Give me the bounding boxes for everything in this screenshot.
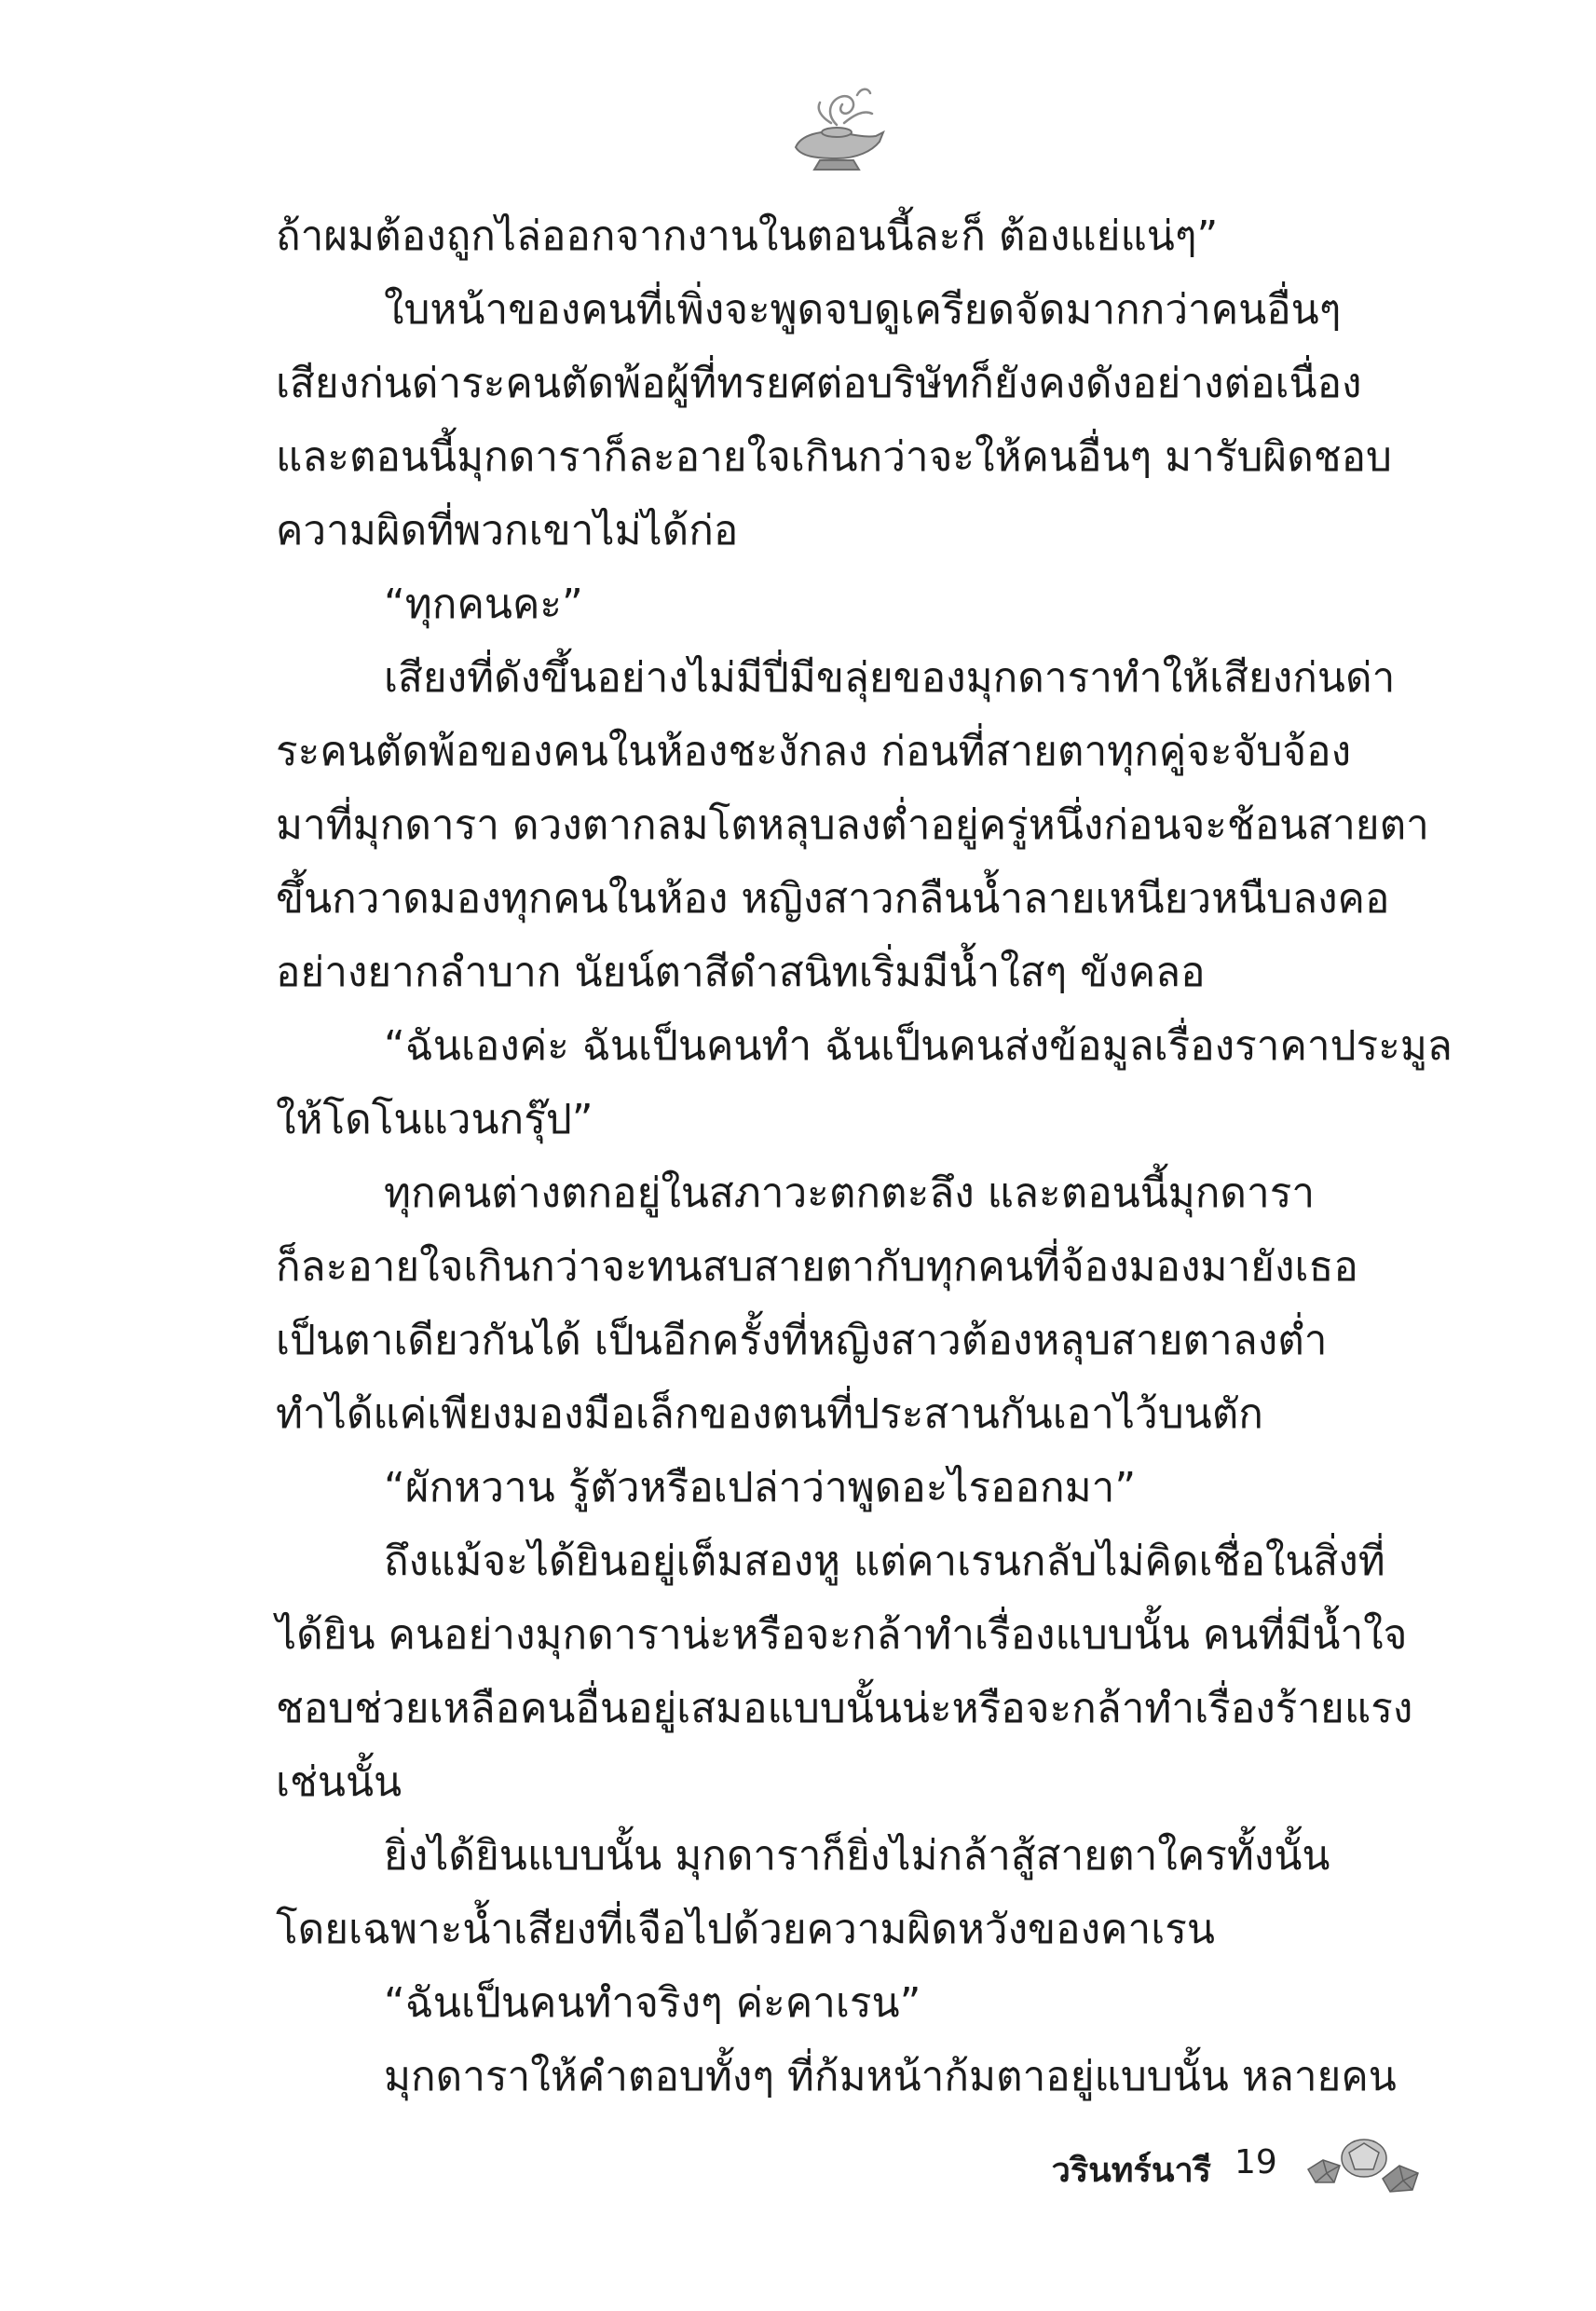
- text-line: ทำได้แค่เพียงมองมือเล็กของตนที่ประสานกันเอาไว้บนตัก: [276, 1390, 1263, 1438]
- text-line: มุกดาราให้คำตอบทั้งๆ ที่ก้มหน้าก้มตาอยู่แบบนั้น หลายคน: [384, 2053, 1397, 2100]
- text-line: ถึงแม้จะได้ยินอยู่เต็มสองหู แต่คาเรนกลับไม่คิดเชื่อในสิ่งที่: [384, 1538, 1385, 1585]
- text-line: ให้โดโนแวนกรุ๊ป”: [276, 1096, 593, 1143]
- text-line: “ฉันเองค่ะ ฉันเป็นคนทำ ฉันเป็นคนส่งข้อมูลเรื่องราคาประมูล: [384, 1022, 1453, 1070]
- text-line: ระคนตัดพ้อของคนในห้องชะงักลง ก่อนที่สายตาทุกคู่จะจับจ้อง: [276, 728, 1352, 775]
- magic-lamp-icon: [779, 76, 891, 179]
- body-text: [276, 199, 1453, 2113]
- text-line: และตอนนี้มุกดาราก็ละอายใจเกินกว่าจะให้คนอื่นๆ มารับผิดชอบ: [276, 433, 1392, 481]
- text-line: ใบหน้าของคนที่เพิ่งจะพูดจบดูเครียดจัดมากกว่าคนอื่นๆ: [384, 286, 1342, 334]
- text-line: โดยเฉพาะน้ำเสียงที่เจือไปด้วยความผิดหวังของคาเรน: [276, 1906, 1215, 1953]
- page-number: 19: [1235, 2143, 1277, 2181]
- text-line: ชอบช่วยเหลือคนอื่นอยู่เสมอแบบนั้นน่ะหรือจะกล้าทำเรื่องร้ายแรง: [276, 1685, 1413, 1732]
- page-footer: [1025, 2132, 1547, 2225]
- text-line: ถ้าผมต้องถูกไล่ออกจากงานในตอนนี้ละก็ ต้องแย่แน่ๆ”: [276, 212, 1219, 260]
- text-line: เสียงที่ดังขึ้นอย่างไม่มีปี่มีขลุ่ยของมุกดาราทำให้เสียงก่นด่า: [384, 654, 1396, 702]
- text-line: ยิ่งได้ยินแบบนั้น มุกดาราก็ยิ่งไม่กล้าสู้สายตาใครทั้งนั้น: [384, 1832, 1330, 1880]
- text-line: อย่างยากลำบาก นัยน์ตาสีดำสนิทเริ่มมีน้ำใสๆ ขังคลอ: [276, 949, 1206, 996]
- gems-icon: [1303, 2132, 1424, 2197]
- text-line: ทุกคนต่างตกอยู่ในสภาวะตกตะลึง และตอนนี้มุกดารา: [384, 1169, 1316, 1217]
- text-line: ความผิดที่พวกเขาไม่ได้ก่อ: [276, 507, 739, 554]
- text-line: “ผักหวาน รู้ตัวหรือเปล่าว่าพูดอะไรออกมา”: [384, 1464, 1137, 1511]
- text-line: เป็นตาเดียวกันได้ เป็นอีกครั้งที่หญิงสาวต้องหลุบสายตาลงต่ำ: [276, 1317, 1328, 1364]
- book-title: วรินทร์นารี: [1051, 2152, 1211, 2190]
- text-line: ก็ละอายใจเกินกว่าจะทนสบสายตากับทุกคนที่จ้องมองมายังเธอ: [276, 1243, 1358, 1291]
- text-line: มาที่มุกดารา ดวงตากลมโตหลุบลงต่ำอยู่ครู่หนึ่งก่อนจะช้อนสายตา: [276, 801, 1429, 849]
- text-line: เช่นนั้น: [276, 1758, 402, 1806]
- text-line: ขึ้นกวาดมองทุกคนในห้อง หญิงสาวกลืนน้ำลายเหนียวหนืบลงคอ: [276, 875, 1390, 923]
- text-line: “ทุกคนคะ”: [384, 581, 583, 628]
- text-line: เสียงก่นด่าระคนตัดพ้อผู้ที่ทรยศต่อบริษัทก็ยังคงดังอย่างต่อเนื่อง: [276, 360, 1362, 407]
- text-line: ได้ยิน คนอย่างมุกดาราน่ะหรือจะกล้าทำเรื่องแบบนั้น คนที่มีน้ำใจ: [276, 1611, 1408, 1659]
- text-line: “ฉันเป็นคนทำจริงๆ ค่ะคาเรน”: [384, 1979, 921, 2027]
